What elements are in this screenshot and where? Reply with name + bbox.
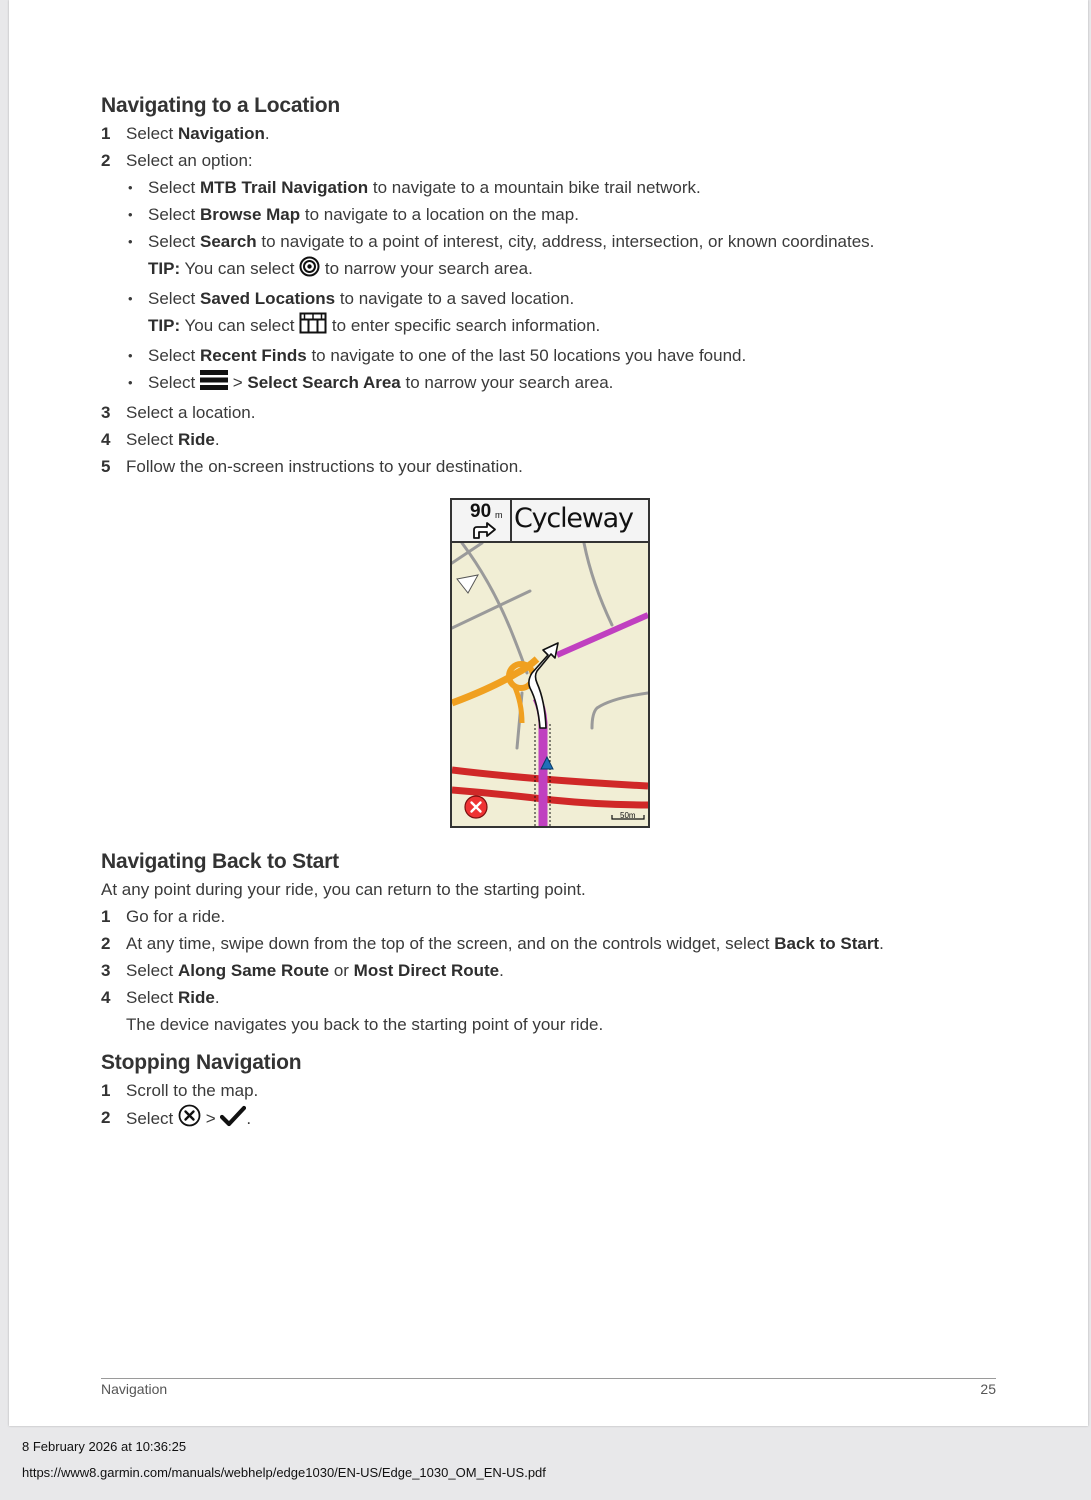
checkmark-icon [220,1105,246,1135]
option-text: > [227,373,248,392]
tip-text: to narrow your search area. [320,259,533,278]
step-text: > [200,1109,221,1128]
step-text: or [329,961,354,980]
stop-circle-icon [178,1104,201,1135]
page-content [101,92,1001,1135]
ui-term: Search [199,232,257,251]
step-text: Select [126,430,178,449]
step-text: Select [126,961,178,980]
tip-label: TIP: [148,316,181,335]
step-number: 3 [101,403,111,422]
device-screen [450,498,650,828]
ui-term-ride: Ride [177,988,215,1007]
tip-saved [148,316,600,335]
footer-page-number: 25 [980,1381,996,1397]
ui-term: MTB Trail Navigation [199,178,369,197]
option-text: to navigate to a saved location. [335,289,575,308]
street-name: Cycleway [514,503,633,534]
ui-term-navigation: Navigation [177,124,265,143]
option-text: Select [148,205,200,224]
keyboard-icon [299,312,327,342]
option-text: Select [148,232,200,251]
step-number: 1 [101,907,111,926]
tip-text: You can select [180,316,300,335]
step-2 [101,1104,1001,1135]
step-4 [101,426,1001,453]
step-number: 2 [101,1108,111,1127]
section-back-to-start [101,848,1001,1038]
option-text: to navigate to a location on the map. [300,205,579,224]
option-recent-finds [126,342,1001,369]
option-select-search-area [126,369,1001,399]
tip-text: You can select [180,259,300,278]
ui-term-along-same-route: Along Same Route [177,961,330,980]
option-text: Select [148,178,200,197]
step-text: Select a location. [126,403,256,422]
step-1 [101,1077,1001,1104]
option-search [126,228,1001,285]
step-text: Follow the on-screen instructions to your destination. [126,457,523,476]
step-number: 4 [101,988,111,1007]
section-title-stopping-navigation: Stopping Navigation [101,1051,302,1074]
steps-list-back-to-start [101,903,1001,1038]
step-2 [101,147,1001,399]
step-number: 2 [101,934,111,953]
options-list [126,174,1001,399]
target-icon [299,256,320,285]
step-3 [101,399,1001,426]
option-text: to navigate to one of the last 50 locations you have found. [306,346,747,365]
step-number: 5 [101,457,111,476]
manual-page [9,0,1088,1426]
step-text: At any time, swipe down from the top of the screen, and on the controls widget, select [126,934,775,953]
print-url: https://www8.garmin.com/manuals/webhelp/edge1030/EN-US/Edge_1030_OM_EN-US.pdf [22,1465,546,1480]
step-text: Go for a ride. [126,907,226,926]
tip-search [148,259,533,278]
map-scale-label: 50m [620,811,636,820]
step-number: 2 [101,151,111,170]
step-number: 1 [101,1081,111,1100]
footer-section-name: Navigation [101,1381,168,1397]
menu-icon [200,369,228,399]
option-mtb-trail [126,174,1001,201]
step-text: Select [126,988,178,1007]
step-number: 4 [101,430,111,449]
tip-label: TIP: [148,259,181,278]
step-4 [101,984,1001,1038]
ui-term: Recent Finds [199,346,307,365]
stop-navigation-icon[interactable] [464,795,488,824]
ui-term-ride: Ride [177,430,215,449]
option-browse-map [126,201,1001,228]
option-text: Select [148,289,200,308]
section-intro: At any point during your ride, you can return to the starting point. [101,880,586,899]
option-text: to narrow your search area. [400,373,614,392]
steps-list-navigating [101,120,1001,480]
steps-list-stopping [101,1077,1001,1135]
device-screen-figure [101,498,1001,828]
ui-term: Browse Map [199,205,301,224]
step-1 [101,120,1001,147]
step-text: . [214,988,220,1007]
step-text: . [246,1109,252,1128]
step-number: 1 [101,124,111,143]
section-stopping-navigation [101,1049,1001,1135]
turn-right-arrow-icon [472,521,498,544]
option-saved-locations [126,285,1001,342]
step-text: . [499,961,504,980]
option-text: to navigate to a point of interest, city, address, intersection, or known coordinates. [256,232,875,251]
banner-divider [510,500,512,541]
step-text: . [264,124,270,143]
option-text: to navigate to a mountain bike trail network. [368,178,701,197]
option-text: Select [148,373,200,392]
turn-distance: 90 [470,501,492,522]
step-5 [101,453,1001,480]
turn-banner [452,500,648,543]
page-footer [101,1378,996,1397]
print-timestamp: 8 February 2026 at 10:36:25 [22,1439,187,1454]
ui-term-back-to-start: Back to Start [774,934,880,953]
section-title-navigating-to-location: Navigating to a Location [101,94,341,117]
ui-term-most-direct-route: Most Direct Route [353,961,500,980]
turn-distance-unit: m [495,510,503,520]
step-note: The device navigates you back to the starting point of your ride. [126,1015,604,1034]
ui-term: Saved Locations [199,289,336,308]
navigation-map [452,543,648,826]
step-text: Scroll to the map. [126,1081,259,1100]
step-text: . [214,430,220,449]
step-1 [101,903,1001,930]
ui-term: Select Search Area [247,373,401,392]
step-2 [101,930,1001,957]
option-text: Select [148,346,200,365]
step-text: . [879,934,884,953]
section-title-back-to-start: Navigating Back to Start [101,850,339,873]
step-text: Select [126,124,178,143]
step-text: Select an option: [126,151,253,170]
step-number: 3 [101,961,111,980]
step-3 [101,957,1001,984]
step-text: Select [126,1109,178,1128]
tip-text: to enter specific search information. [327,316,601,335]
